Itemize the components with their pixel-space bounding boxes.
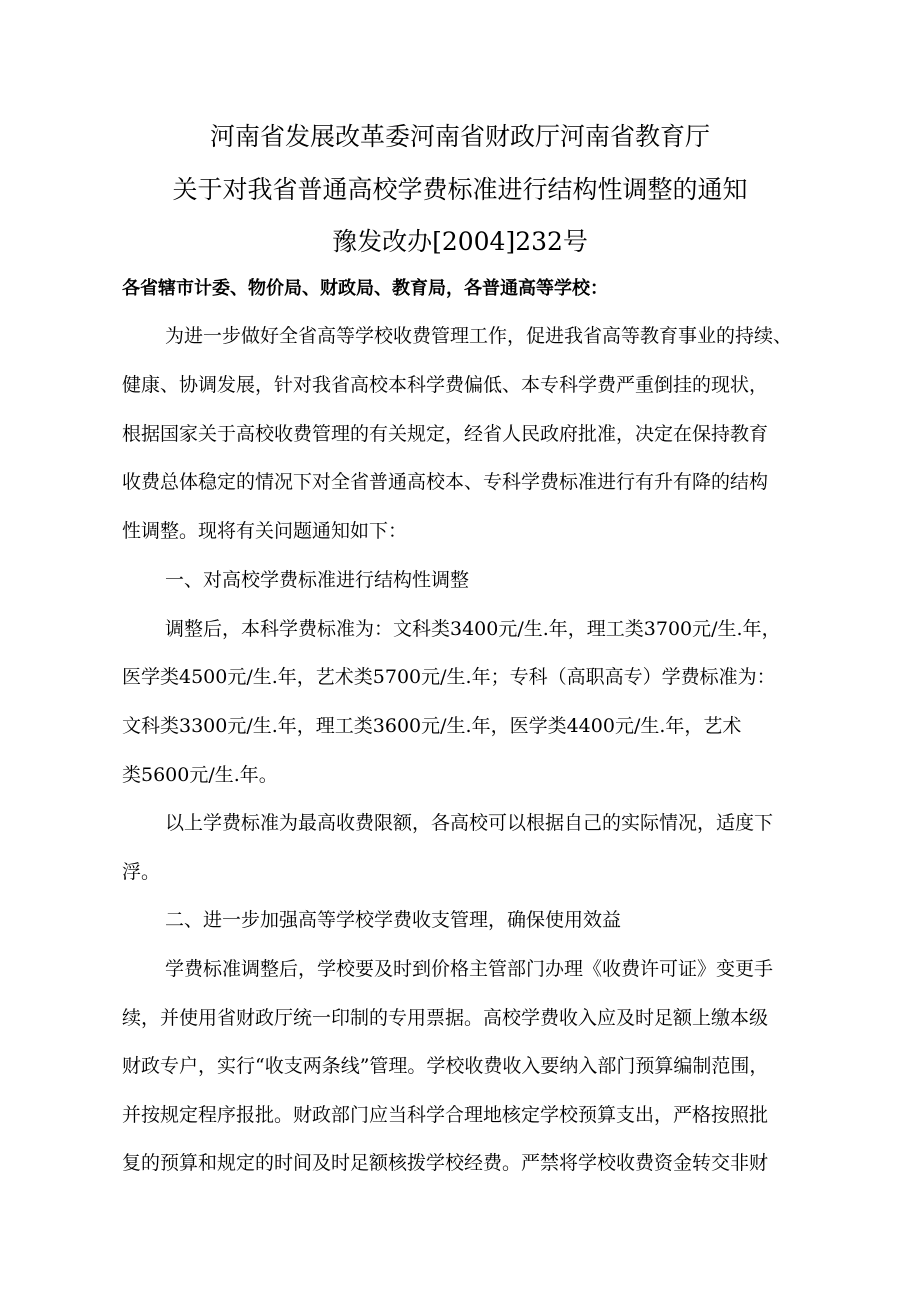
paragraph-line: 文科类3300元/生.年，理工类3600元/生.年，医学类4400元/生.年，艺术 xyxy=(122,715,742,737)
paragraph-line: 并按规定程序报批。财政部门应当科学合理地核定学校预算支出，严格按照批 xyxy=(122,1104,769,1126)
salutation: 各省辖市计委、物价局、财政局、教育局，各普通高等学校： xyxy=(122,278,608,299)
paragraph-line: 复的预算和规定的时间及时足额核拨学校经费。严禁将学校收费资金转交非财 xyxy=(122,1152,769,1174)
document-number: 豫发改办[2004]232号 xyxy=(332,227,588,256)
paragraph-line: 健康、协调发展，针对我省高校本科学费偏低、本专科学费严重倒挂的现状， xyxy=(122,374,769,396)
paragraph-line: 收费总体稳定的情况下对全省普通高校本、专科学费标准进行有升有降的结构 xyxy=(122,471,769,493)
paragraph-line: 为进一步做好全省高等学校收费管理工作，促进我省高等教育事业的持续、 xyxy=(165,325,793,347)
paragraph-line: 类5600元/生.年。 xyxy=(122,764,278,786)
paragraph-line: 性调整。现将有关问题通知如下： xyxy=(122,520,408,542)
document-title-subject: 关于对我省普通高校学费标准进行结构性调整的通知 xyxy=(172,175,748,204)
section-heading-2: 二、进一步加强高等学校学费收支管理，确保使用效益 xyxy=(165,909,622,931)
paragraph-line: 学费标准调整后，学校要及时到价格主管部门办理《收费许可证》变更手 xyxy=(165,958,774,980)
paragraph-line: 医学类4500元/生.年，艺术类5700元/生.年；专科（高职高专）学费标准为： xyxy=(122,666,776,688)
paragraph-line: 续，并使用省财政厅统一印制的专用票据。高校学费收入应及时足额上缴本级 xyxy=(122,1007,769,1029)
document-title-issuers: 河南省发展改革委河南省财政厅河南省教育厅 xyxy=(209,122,710,151)
paragraph-line: 以上学费标准为最高收费限额，各高校可以根据自己的实际情况，适度下 xyxy=(165,812,774,834)
paragraph-line: 调整后，本科学费标准为：文科类3400元/生.年，理工类3700元/生.年， xyxy=(165,618,781,640)
paragraph-line: 根据国家关于高校收费管理的有关规定，经省人民政府批准，决定在保持教育 xyxy=(122,423,769,445)
paragraph-line: 浮。 xyxy=(122,861,161,883)
paragraph-line: 财政专户，实行“收支两条线”管理。学校收费收入要纳入部门预算编制范围， xyxy=(122,1055,769,1077)
section-heading-1: 一、对高校学费标准进行结构性调整 xyxy=(165,569,470,591)
